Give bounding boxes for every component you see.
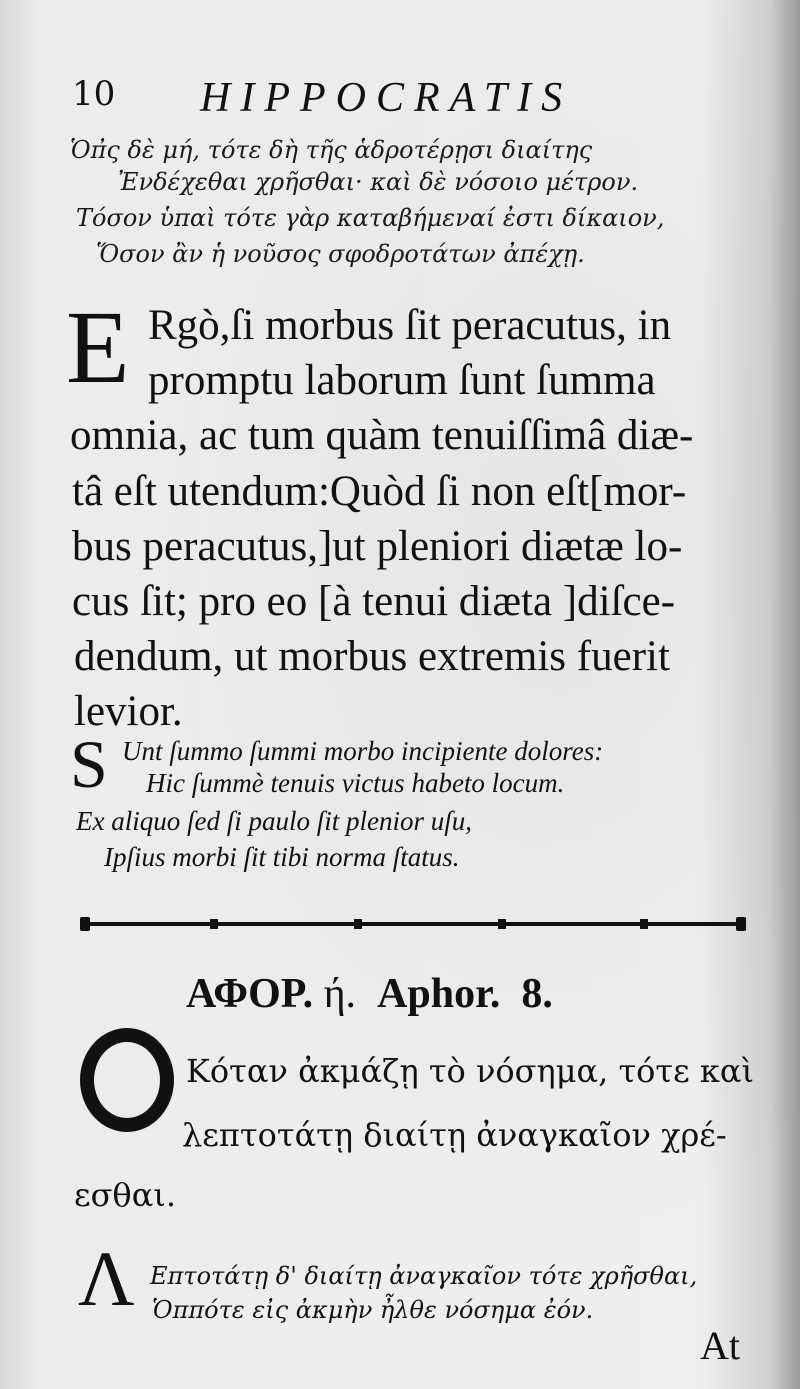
latin-paragraph-line: cus ſit; pro eo [à tenui diæta ]diſce- xyxy=(72,578,676,625)
drop-cap-lambda: Λ xyxy=(78,1235,135,1322)
latin-paragraph-line: dendum, ut morbus extremis fuerit xyxy=(74,633,670,680)
page-number: 10 xyxy=(72,74,116,114)
latin-paragraph-line: tâ eſt utendum:Quòd ſi non eſt[mor- xyxy=(72,468,687,515)
greek-verse-line: Ἐνδέχεθαι χρῆσθαι· καὶ δὲ νόσοιο μέτρον. xyxy=(118,168,639,196)
greek-aphorism-line: λεπτοτάτῃ διαίτῃ ἀναγκαῖον χρέ- xyxy=(182,1116,727,1154)
latin-verse-line: Ipſius morbi ſit tibi norma ſtatus. xyxy=(104,842,460,872)
rule-ornament xyxy=(498,919,506,929)
latin-paragraph-line: bus peracutus,]ut pleniori diætæ lo- xyxy=(72,523,683,570)
section-divider-rule xyxy=(84,922,742,926)
drop-cap-s: S xyxy=(70,726,108,802)
aphorism-heading-latin: Aphor. xyxy=(377,971,501,1017)
latin-paragraph-line: promptu laborum ſunt ſumma xyxy=(148,357,656,404)
drop-cap-o xyxy=(80,1028,174,1132)
rule-ornament xyxy=(210,919,218,929)
aphorism-heading xyxy=(186,970,553,1018)
latin-paragraph-line: omnia, ac tum quàm tenuiſſimâ diæ- xyxy=(70,412,694,459)
rule-ornament xyxy=(354,919,362,929)
greek-final-verse-line: Επτοτάτῃ δ' διαίτῃ ἀναγκαῖον τότε χρῆσθαι, xyxy=(150,1262,698,1290)
latin-verse-line: Unt ſummo ſummi morbo incipiente dolores: xyxy=(122,736,604,766)
greek-aphorism-line: Κόταν ἀκμάζῃ τὸ νόσημα, τότε καὶ xyxy=(186,1052,755,1090)
drop-cap-e: E xyxy=(66,290,130,405)
rule-ornament xyxy=(640,919,648,929)
aphorism-heading-greek: ΑΦΟΡ. xyxy=(186,971,314,1017)
latin-paragraph-line: Rgò,ſi morbus ſit peracutus, in xyxy=(148,302,672,349)
greek-verse-line: Ὁπ̓ς δὲ μή, τότε δὴ τῆς ἁδροτέρῃσι διαίτης xyxy=(70,136,593,164)
greek-aphorism-line: εσθαι. xyxy=(74,1176,177,1214)
catchword: At xyxy=(700,1323,740,1368)
latin-verse-line: Hic ſummè tenuis victus habeto locum. xyxy=(146,768,565,798)
running-head: HIPPOCRATIS xyxy=(200,75,573,121)
greek-verse-line: Τόσον ὑπαὶ τότε γὰρ καταβήμεναί ἐστι δίκαιον, xyxy=(76,204,665,232)
greek-verse-line: Ὅσον ἂν ἡ νοῦσος σφοδροτάτων ἀπέχῃ. xyxy=(96,240,585,268)
aphorism-heading-latin-number: 8. xyxy=(521,971,553,1017)
latin-paragraph-line: levior. xyxy=(74,688,183,735)
greek-final-verse-line: Ὁππότε εἰς ἀκμὴν ἦλθε νόσημα ἐόν. xyxy=(152,1296,594,1324)
latin-verse-line: Ex aliquo ſed ſi paulo ſit plenior uſu, xyxy=(76,806,472,836)
aphorism-heading-greek-number: ή. xyxy=(323,971,357,1017)
